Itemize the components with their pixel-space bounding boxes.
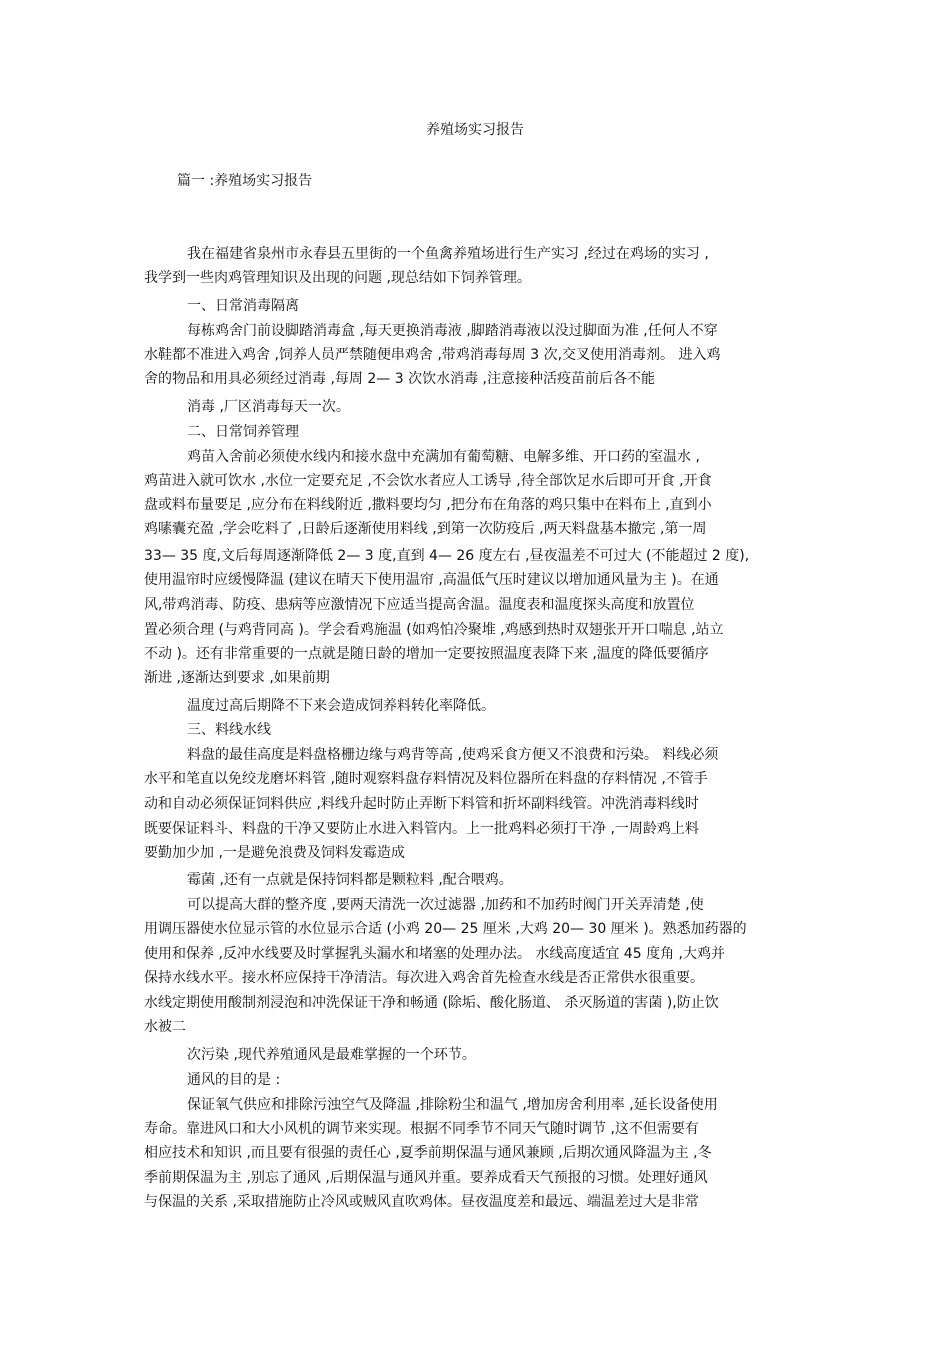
text-line: 要勤加少加 ,一是避免浪费及饲料发霉造成 bbox=[144, 845, 405, 861]
text-line: 与保温的关系 ,采取措施防止冷风或贼风直吹鸡体。昼夜温度差和最远、端温差过大是非常 bbox=[144, 1194, 699, 1210]
document-title: 养殖场实习报告 bbox=[426, 122, 524, 138]
text-line: 渐进 ,逐渐达到要求 ,如果前期 bbox=[144, 670, 330, 686]
text-line: 置必须合理 (与鸡背同高 )。学会看鸡施温 (如鸡怕冷聚堆 ,鸡感到热时双翅张开开口喘息 ,站立 bbox=[144, 622, 724, 638]
text-line: 水鞋都不准进入鸡舍 ,饲养人员严禁随便串鸡舍 ,带鸡消毒每周 3 次,交叉使用消毒剂。 进入鸡 bbox=[144, 347, 721, 363]
text-line: 盘或料布量要足 ,应分布在料线附近 ,撒料要均匀 ,把分布在角落的鸡只集中在料布上 ,直到小 bbox=[144, 497, 712, 513]
section-heading: 一、日常消毒隔离 bbox=[187, 298, 299, 314]
document-subtitle: 篇一 :养殖场实习报告 bbox=[177, 173, 313, 189]
section-heading: 二、日常饲养管理 bbox=[187, 424, 299, 440]
text-line: 通风的目的是 : bbox=[187, 1072, 281, 1088]
text-line: 霉菌 ,还有一点就是保持饲料都是颗粒料 ,配合喂鸡。 bbox=[187, 872, 513, 888]
text-line: 动和自动必须保证饲料供应 ,料线升起时防止弄断下料管和折坏副料线管。冲洗消毒料线时 bbox=[144, 796, 699, 812]
text-line: 既要保证料斗、料盘的干净又要防止水进入料管内。上一批鸡料必须打干净 ,一周龄鸡上料 bbox=[144, 821, 699, 837]
text-line: 我在福建省泉州市永春县五里街的一个鱼禽养殖场进行生产实习 ,经过在鸡场的实习 , bbox=[187, 246, 709, 262]
text-line: 寿命。靠进风口和大小风机的调节来实现。根据不同季节不同天气随时调节 ,这不但需要有 bbox=[144, 1121, 699, 1137]
text-line: 保持水线水平。接水杯应保持干净清洁。每次进入鸡舍首先检查水线是否正常供水很重要。 bbox=[144, 970, 704, 986]
text-line: 可以提高大群的整齐度 ,要两天清洗一次过滤器 ,加药和不加药时阀门开关弄清楚 ,使 bbox=[187, 897, 704, 913]
text-line: 不动 )。还有非常重要的一点就是随日龄的增加一定要按照温度表降下来 ,温度的降低要循序 bbox=[144, 646, 709, 662]
text-line: 保证氧气供应和排除污浊空气及降温 ,排除粉尘和温气 ,增加房舍利用率 ,延长设备使用 bbox=[187, 1097, 718, 1113]
text-line: 使用和保养 ,反冲水线要及时掌握乳头漏水和堵塞的处理办法。 水线高度适宜 45 度角 ,大鸡并 bbox=[144, 946, 725, 962]
text-line: 舍的物品和用具必须经过消毒 ,每周 2— 3 次饮水消毒 ,注意接种活疫苗前后各不能 bbox=[144, 371, 655, 387]
text-line: 水平和笔直以免绞龙磨坏料管 ,随时观察料盘存料情况及料位器所在料盘的存料情况 ,不管手 bbox=[144, 771, 708, 787]
text-line: 我学到一些肉鸡管理知识及出现的问题 ,现总结如下饲养管理。 bbox=[144, 270, 531, 286]
text-line: 水线定期使用酸制剂浸泡和冲洗保证干净和畅通 (除垢、酸化肠道、 杀灭肠道的害菌 ),防止饮 bbox=[144, 995, 719, 1011]
text-line: 每栋鸡舍门前设脚踏消毒盒 ,每天更换消毒液 ,脚踏消毒液以没过脚面为准 ,任何人不穿 bbox=[187, 323, 718, 339]
text-line: 料盘的最佳高度是料盘格栅边缘与鸡背等高 ,使鸡采食方便又不浪费和污染。 料线必须 bbox=[187, 747, 719, 763]
text-line: 使用温帘时应缓慢降温 (建议在晴天下使用温帘 ,高温低气压时建议以增加通风量为主 )。在通 bbox=[144, 572, 719, 588]
text-line: 风,带鸡消毒、防疫、患病等应激情况下应适当提高舍温。温度表和温度探头高度和放置位 bbox=[144, 597, 695, 613]
section-heading: 三、料线水线 bbox=[187, 722, 271, 738]
text-line: 消毒 ,厂区消毒每天一次。 bbox=[187, 399, 350, 415]
text-line: 鸡苗进入就可饮水 ,水位一定要充足 ,不会饮水者应人工诱导 ,待全部饮足水后即可开食 ,开食 bbox=[144, 473, 712, 489]
text-line: 鸡苗入舍前必须使水线内和接水盘中充满加有葡萄糖、电解多维、开口药的室温水 , bbox=[187, 449, 700, 465]
text-line: 相应技术和知识 ,而且要有很强的责任心 ,夏季前期保温与通风兼顾 ,后期次通风降温为主 ,冬 bbox=[144, 1145, 712, 1161]
text-line: 33— 35 度,文后每周逐渐降低 2— 3 度,直到 4— 26 度左右 ,昼夜温差不可过大 (不能超过 2 度), bbox=[144, 548, 750, 564]
text-line: 鸡嗉囊充盈 ,学会吃料了 ,日龄后逐渐使用料线 ,到第一次防疫后 ,两天料盘基本撤完 ,第一周 bbox=[144, 521, 707, 537]
text-line: 次污染 ,现代养殖通风是最难掌握的一个环节。 bbox=[187, 1047, 476, 1063]
text-line: 季前期保温为主 ,别忘了通风 ,后期保温与通风并重。要养成看天气预报的习惯。处理好通风 bbox=[144, 1170, 708, 1186]
text-line: 温度过高后期降不下来会造成饲养料转化率降低。 bbox=[187, 698, 495, 714]
text-line: 水被二 bbox=[144, 1019, 186, 1035]
text-line: 用调压器使水位显示管的水位显示合适 (小鸡 20— 25 厘米 ,大鸡 20— 30 厘米 )。熟悉加药器的 bbox=[144, 921, 747, 937]
